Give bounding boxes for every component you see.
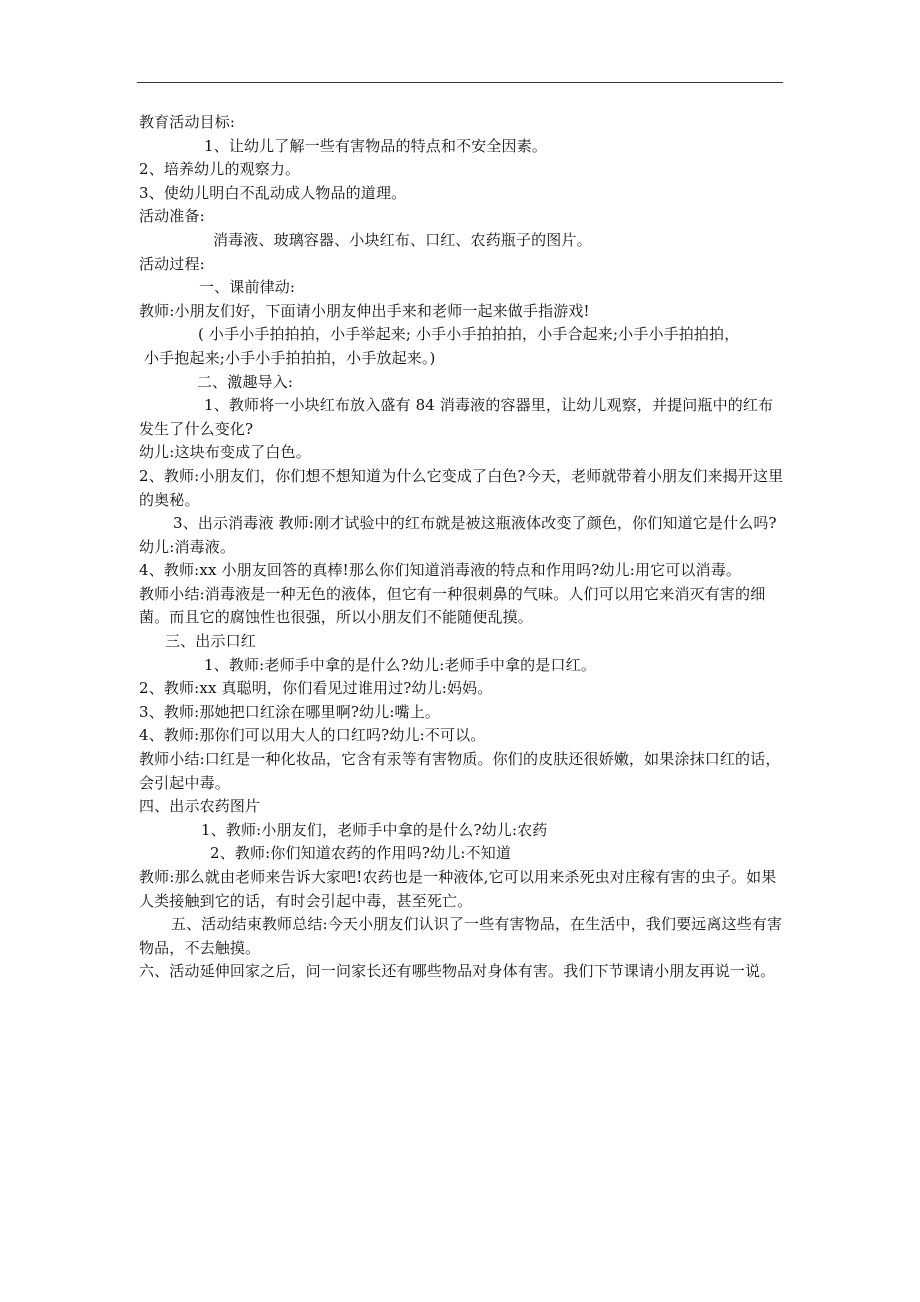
document-line: 活动准备: xyxy=(139,207,205,226)
document-line: 1、教师:小朋友们，老师手中拿的是什么?幼儿:农药 xyxy=(201,820,548,839)
document-line: 2、教师:xx 真聪明，你们看见过谁用过?幼儿:妈妈。 xyxy=(139,679,493,698)
document-line: 2、培养幼儿的观察力。 xyxy=(139,160,301,179)
document-line: 1、教师:老师手中拿的是什么?幼儿:老师手中拿的是口红。 xyxy=(204,655,596,674)
document-line: 消毒液、玻璃容器、小块红布、口红、农药瓶子的图片。 xyxy=(213,230,592,249)
header-rule xyxy=(137,82,783,83)
document-line: 一、课前律动: xyxy=(199,278,296,297)
document-line: 教育活动目标: xyxy=(139,113,236,131)
document-line: 教师:那么就由老师来告诉大家吧!农药也是一种液体,它可以用来杀死虫对庄稼有害的虫子。如果人类接触到它的话，有时会引起中毒，甚至死亡。 xyxy=(139,868,777,910)
document-line: 教师小结:消毒液是一种无色的液体，但它有一种很刺鼻的气味。人们可以用它来消灭有害的细菌。而且它的腐蚀性也很强，所以小朋友们不能随便乱摸。 xyxy=(139,584,766,627)
document-line: 3、使幼儿明白不乱动成人物品的道理。 xyxy=(139,183,407,202)
document-line: 六、活动延伸回家之后，问一问家长还有哪些物品对身体有害。我们下节课请小朋友再说一说。 xyxy=(139,962,776,981)
document-line: 五、活动结束教师总结:今天小朋友们认识了一些有害物品，在生活中，我们要远离这些有害物品，不去触摸。 xyxy=(139,915,783,957)
document-line: 四、出示农药图片 xyxy=(139,797,261,816)
document-line: 三、出示口红 xyxy=(165,632,256,651)
document-body xyxy=(139,111,785,984)
document-line: 1、让幼儿了解一些有害物品的特点和不安全因素。 xyxy=(204,136,547,155)
document-line: 活动过程: xyxy=(139,254,205,273)
document-line: 3、教师:那她把口红涂在哪里啊?幼儿:嘴上。 xyxy=(139,702,440,721)
document-line: ( 小手小手拍拍拍，小手举起来; 小手小手拍拍拍，小手合起来;小手小手拍拍拍， xyxy=(198,325,740,344)
document-line: 2、教师:小朋友们，你们想不想知道为什么它变成了白色?今天，老师就带着小朋友们来揭开这里的奥秘。 xyxy=(139,466,784,509)
document-line: 教师小结:口红是一种化妆品，它含有汞等有害物质。你们的皮肤还很娇嫩，如果涂抹口红的话，会引起中毒。 xyxy=(139,750,781,792)
document-line: 3、出示消毒液 教师:刚才试验中的红布就是被这瓶液体改变了颜色，你们知道它是什么吗?幼儿:消毒液。 xyxy=(139,514,777,556)
document-line: 教师:小朋友们好，下面请小朋友伸出手来和老师一起来做手指游戏! xyxy=(139,301,590,320)
document-line: 1、教师将一小块红布放入盛有 84 消毒液的容器里，让幼儿观察，并提问瓶中的红布发生了什么变化? xyxy=(139,396,774,438)
document-line: 小手抱起来;小手小手拍拍拍，小手放起来。) xyxy=(144,348,436,367)
document-line: 4、教师:xx 小朋友回答的真棒!那么你们知道消毒液的特点和作用吗?幼儿:用它可以消毒。 xyxy=(139,561,742,580)
document-line: 4、教师:那你们可以用大人的口红吗?幼儿:不可以。 xyxy=(139,726,486,745)
document-line: 2、教师:你们知道农药的作用吗?幼儿:不知道 xyxy=(210,844,511,863)
document-line: 幼儿:这块布变成了白色。 xyxy=(139,443,311,462)
document-line: 二、激趣导入: xyxy=(197,372,294,391)
